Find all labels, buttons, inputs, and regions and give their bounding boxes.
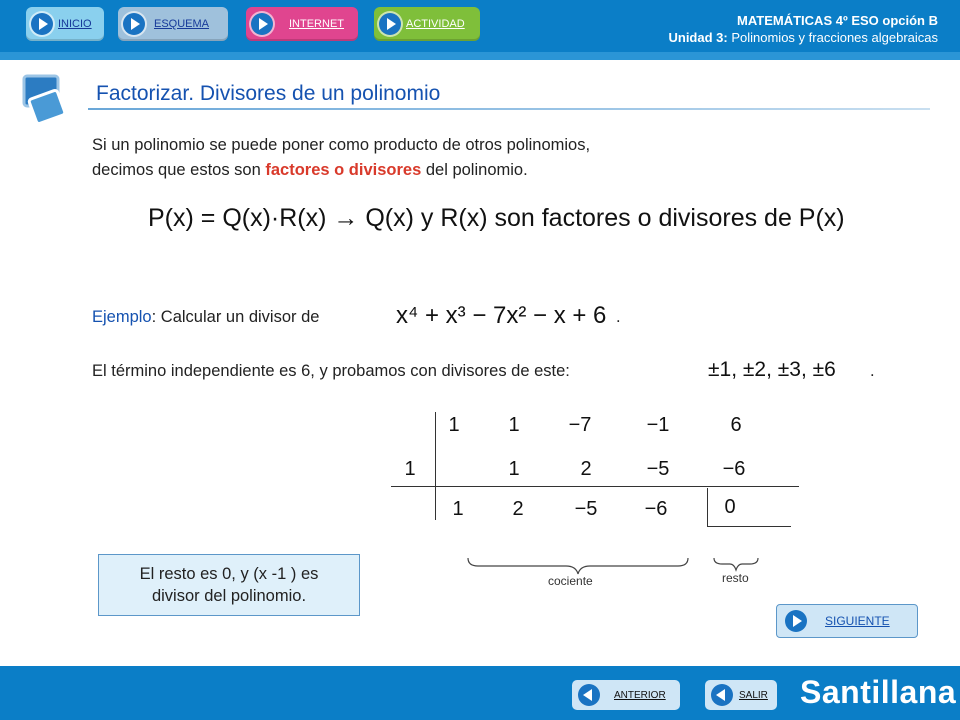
conclusion-line-1: El resto es 0, y (x -1 ) es — [139, 565, 319, 583]
play-icon — [31, 13, 53, 35]
definition-text-end: del polinomio. — [421, 161, 528, 179]
period: . — [870, 362, 875, 380]
ruffini-result: 2 — [512, 498, 524, 520]
play-icon — [785, 610, 807, 632]
esquema-button[interactable] — [118, 7, 228, 41]
example-text: : Calcular un divisor de — [151, 308, 320, 326]
highlight-text: factores o divisores — [265, 161, 422, 179]
siguiente-button[interactable] — [776, 604, 918, 638]
santillana-logo: Santillana — [800, 674, 957, 710]
conclusion-note — [98, 554, 360, 616]
brace-lines — [466, 556, 766, 580]
back-icon — [711, 684, 733, 706]
ruffini-divisor: 1 — [404, 458, 416, 480]
play-icon — [123, 13, 145, 35]
period: . — [616, 308, 621, 326]
definition-paragraph — [92, 133, 590, 183]
play-icon — [251, 13, 273, 35]
internet-label: INTERNET — [289, 18, 344, 30]
remainder-box-bottom — [707, 526, 791, 527]
definition-text: decimos que estos son — [92, 161, 266, 179]
salir-label: SALIR — [739, 689, 768, 701]
ruffini-product: 2 — [580, 458, 592, 480]
divisor-list: ±1, ±2, ±3, ±6 — [708, 358, 836, 381]
ruffini-product: −6 — [722, 458, 746, 480]
ruffini-result: −6 — [644, 498, 668, 520]
factor-formula: P(x) = Q(x)·R(x) → Q(x) y R(x) son factores o divisores de P(x) — [148, 204, 845, 232]
ruffini-coefficient: 6 — [730, 414, 742, 436]
ruffini-product: −5 — [646, 458, 670, 480]
unit-title: Polinomios y fracciones algebraicas — [731, 30, 938, 45]
back-icon — [578, 684, 600, 706]
definition-line-2 — [92, 158, 590, 183]
internet-button[interactable] — [246, 7, 358, 41]
actividad-label: ACTIVIDAD — [406, 18, 465, 30]
resto-label: resto — [722, 571, 749, 585]
siguiente-label: SIGUIENTE — [825, 614, 890, 628]
ruffini-coefficient: 1 — [508, 414, 520, 436]
ruffini-result: 1 — [452, 498, 464, 520]
anterior-label: ANTERIOR — [614, 689, 666, 701]
inicio-button[interactable] — [26, 7, 104, 41]
ruffini-coefficient: 1 — [448, 414, 460, 436]
play-icon — [379, 13, 401, 35]
ruffini-remainder: 0 — [724, 496, 736, 518]
actividad-button[interactable] — [374, 7, 480, 41]
example-label: Ejemplo — [92, 308, 152, 326]
ruffini-coefficient: −1 — [646, 414, 670, 436]
document-icon — [18, 74, 78, 134]
ruffini-result: −5 — [574, 498, 598, 520]
title-underline — [88, 108, 930, 110]
salir-button[interactable] — [705, 680, 777, 710]
definition-line-1: Si un polinomio se puede poner como producto de otros polinomios, — [92, 136, 591, 154]
inicio-label: INICIO — [58, 18, 92, 30]
independent-term-text: El término independiente es 6, y probamos con divisores de este: — [92, 362, 570, 380]
ruffini-product: 1 — [508, 458, 520, 480]
ruffini-horizontal-line — [391, 486, 799, 487]
example-statement — [92, 308, 319, 327]
anterior-button[interactable] — [572, 680, 680, 710]
page-title: Factorizar. Divisores de un polinomio — [96, 82, 441, 105]
ruffini-coefficient: −7 — [568, 414, 592, 436]
polynomial-expression: x⁴ + x³ − 7x² − x + 6 — [396, 302, 607, 329]
conclusion-line-2: divisor del polinomio. — [151, 587, 307, 605]
course-title: MATEMÁTICAS 4º ESO opción B — [737, 13, 938, 28]
cociente-label: cociente — [548, 574, 593, 588]
course-header — [668, 12, 938, 46]
esquema-label: ESQUEMA — [154, 18, 210, 30]
unit-label: Unidad 3: — [668, 30, 728, 45]
